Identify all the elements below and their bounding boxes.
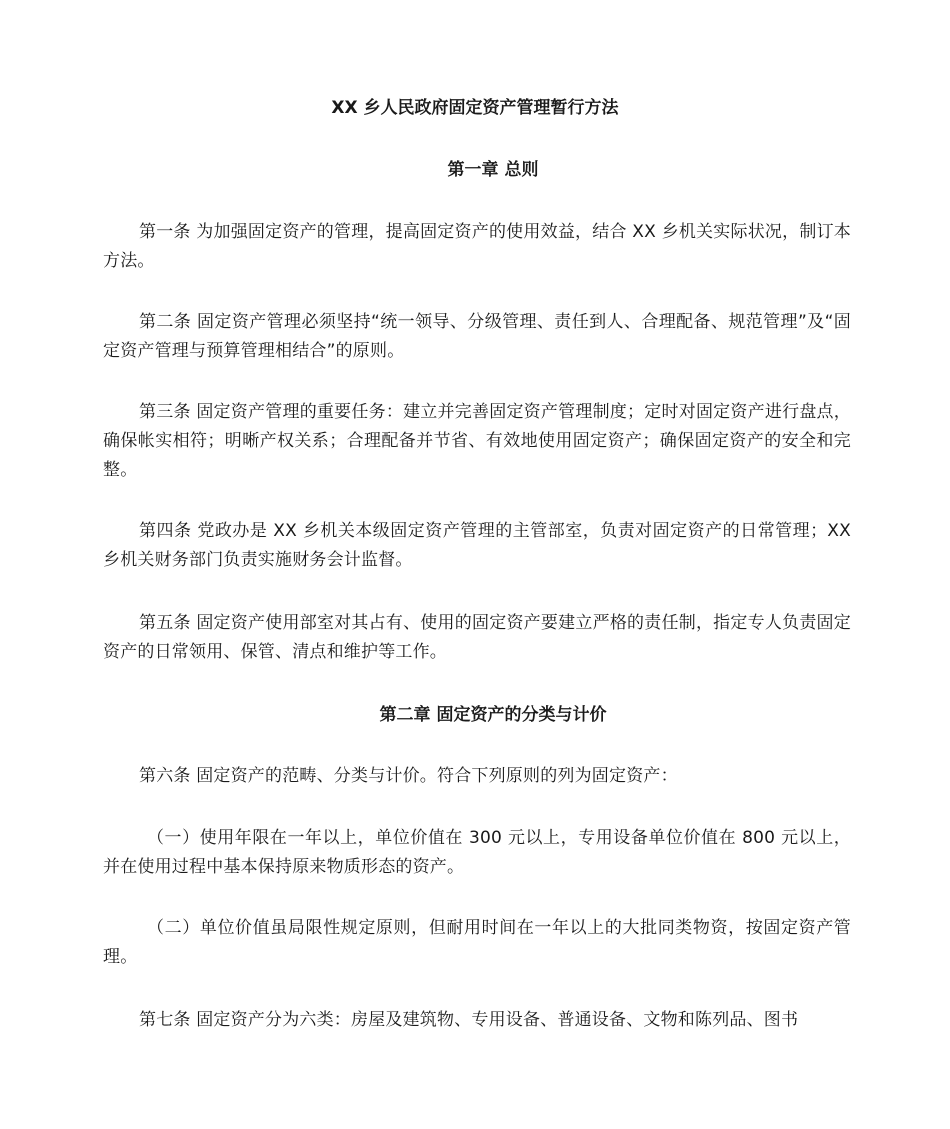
article-6-item-2: （二）单位价值虽局限性规定原则，但耐用时间在一年以上的大批同类物资，按固定资产管理。 (103, 918, 851, 967)
chapter-heading-2: 第二章 固定资产的分类与计价 (379, 705, 607, 725)
article-3: 第三条 固定资产管理的重要任务：建立并完善固定资产管理制度；定时对固定资产进行盘点，确保帐实相符；明晰产权关系；合理配备并节省、有效地使用固定资产；确保固定资产的安全和完整。 (103, 402, 851, 480)
document-title: XX 乡人民政府固定资产管理暂行方法 (331, 98, 619, 118)
article-4: 第四条 党政办是 XX 乡机关本级固定资产管理的主管部室，负责对固定资产的日常管理；XX 乡机关财务部门负责实施财务会计监督。 (103, 521, 851, 570)
article-7: 第七条 固定资产分为六类：房屋及建筑物、专用设备、普通设备、文物和陈列品、图书 (139, 1010, 799, 1030)
article-2: 第二条 固定资产管理必须坚持“统一领导、分级管理、责任到人、合理配备、规范管理”及“固定资产管理与预算管理相结合”的原则。 (103, 312, 851, 361)
article-6: 第六条 固定资产的范畴、分类与计价。符合下列原则的列为固定资产： (139, 766, 678, 786)
article-1: 第一条 为加强固定资产的管理，提高固定资产的使用效益，结合 XX 乡机关实际状况，制订本方法。 (103, 222, 851, 271)
article-5: 第五条 固定资产使用部室对其占有、使用的固定资产要建立严格的责任制，指定专人负责固定资产的日常领用、保管、清点和维护等工作。 (103, 613, 851, 662)
article-6-item-1: （一）使用年限在一年以上，单位价值在 300 元以上，专用设备单位价值在 800 元以上，并在使用过程中基本保持原来物质形态的资产。 (103, 828, 851, 877)
chapter-heading-1: 第一章 总则 (447, 160, 539, 180)
